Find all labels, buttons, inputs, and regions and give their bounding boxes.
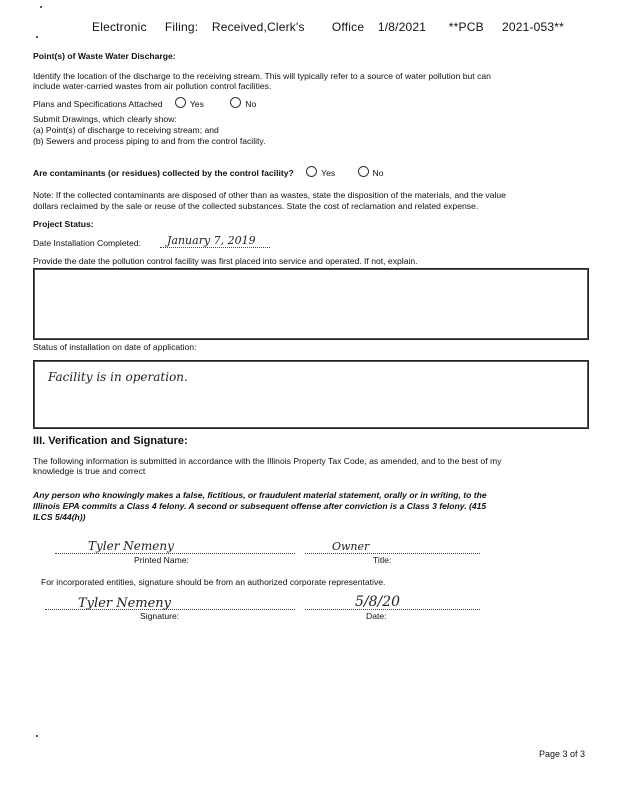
scan-speck <box>36 36 38 38</box>
submit-drawings-label: Submit Drawings, which clearly show: <box>33 114 177 124</box>
contaminants-no-radio[interactable] <box>358 166 369 177</box>
contaminants-note-2: dollars reclaimed by the sale or reuse of the collected substances. State the cost of reclamation and related expense. <box>33 201 479 211</box>
plans-no-radio[interactable] <box>230 97 241 108</box>
plans-yes-radio[interactable] <box>175 97 186 108</box>
felony-warning-3: ILCS 5/44(h)) <box>33 512 86 522</box>
scan-speck <box>40 6 42 8</box>
printed-name-line <box>55 553 295 554</box>
contaminants-question: Are contaminants (or residues) collected by the control facility? <box>33 168 294 178</box>
title-handwriting: Owner <box>332 540 370 553</box>
page-number: Page 3 of 3 <box>539 749 586 759</box>
signature-line <box>45 609 295 610</box>
status-textbox[interactable] <box>33 360 589 429</box>
date-completed-line <box>160 247 270 248</box>
contaminants-row <box>33 166 384 179</box>
verification-heading: III. Verification and Signature: <box>33 435 188 447</box>
contaminants-note-1: Note: If the collected contaminants are disposed of other than as wastes, state the disposition of the materials, and the value <box>33 190 506 200</box>
provide-date-instruction: Provide the date the pollution control facility was first placed into service and operated. If not, explain. <box>33 256 418 266</box>
efiling-header: Electronic Filing: Received,Clerk's Office 1/8/2021 **PCB 2021-053** <box>92 20 565 34</box>
sign-date-label: Date: <box>366 611 387 621</box>
plans-yes-label: Yes <box>189 99 204 109</box>
printed-name-handwriting: Tyler Nemeny <box>88 539 174 553</box>
plans-attached-label: Plans and Specifications Attached <box>33 99 163 109</box>
felony-warning-2: Illinois EPA commits a Class 4 felony. A second or subsequent offense after conviction is a Class 3 felony. (415 <box>33 501 487 511</box>
signature-label: Signature: <box>140 611 180 621</box>
wastewater-instruction-2: include water-carried wastes from air pollution control facilities. <box>33 81 272 91</box>
sign-date-handwriting: 5/8/20 <box>355 594 401 610</box>
sign-date-line <box>305 609 480 610</box>
printed-name-label: Printed Name: <box>134 555 189 565</box>
wastewater-instruction-1: Identify the location of the discharge to the receiving stream. This will typically refer to a source of water pollution but can <box>33 71 491 81</box>
date-completed-value[interactable] <box>167 234 267 247</box>
sign-date-value[interactable] <box>355 594 400 610</box>
contaminants-yes-radio[interactable] <box>306 166 317 177</box>
signature-handwriting: Tyler Nemeny <box>78 596 172 611</box>
corporate-note: For incorporated entities, signature should be from an authorized corporate representative. <box>41 577 386 587</box>
felony-warning-1: Any person who knowingly makes a false, fictitious, or fraudulent material statement, orally or in writing, to the <box>33 490 487 500</box>
date-completed-handwriting: January 7, 2019 <box>167 234 256 247</box>
scan-speck <box>36 735 38 737</box>
contaminants-yes-label: Yes <box>321 168 336 178</box>
plans-attached-row <box>33 97 256 110</box>
title-value[interactable] <box>332 540 369 553</box>
date-completed-label: Date Installation Completed: <box>33 238 141 248</box>
status-handwriting: Facility is in operation. <box>48 370 188 384</box>
title-line <box>305 553 480 554</box>
status-installation-label: Status of installation on date of application: <box>33 342 197 352</box>
plans-no-label: No <box>245 99 257 109</box>
wastewater-heading: Point(s) of Waste Water Discharge: <box>33 51 176 61</box>
contaminants-no-label: No <box>372 168 384 178</box>
printed-name-value[interactable] <box>88 539 174 553</box>
verification-text-1: The following information is submitted in accordance with the Illinois Property Tax Code, as amended, and to the best of my <box>33 456 502 466</box>
submit-item-a: (a) Point(s) of discharge to receiving stream; and <box>33 125 219 135</box>
submit-item-b: (b) Sewers and process piping to and from the control facility. <box>33 136 266 146</box>
verification-text-2: knowledge is true and correct <box>33 466 146 476</box>
project-status-heading: Project Status: <box>33 219 94 229</box>
title-label: Title: <box>373 555 392 565</box>
explain-textbox[interactable] <box>33 268 589 340</box>
